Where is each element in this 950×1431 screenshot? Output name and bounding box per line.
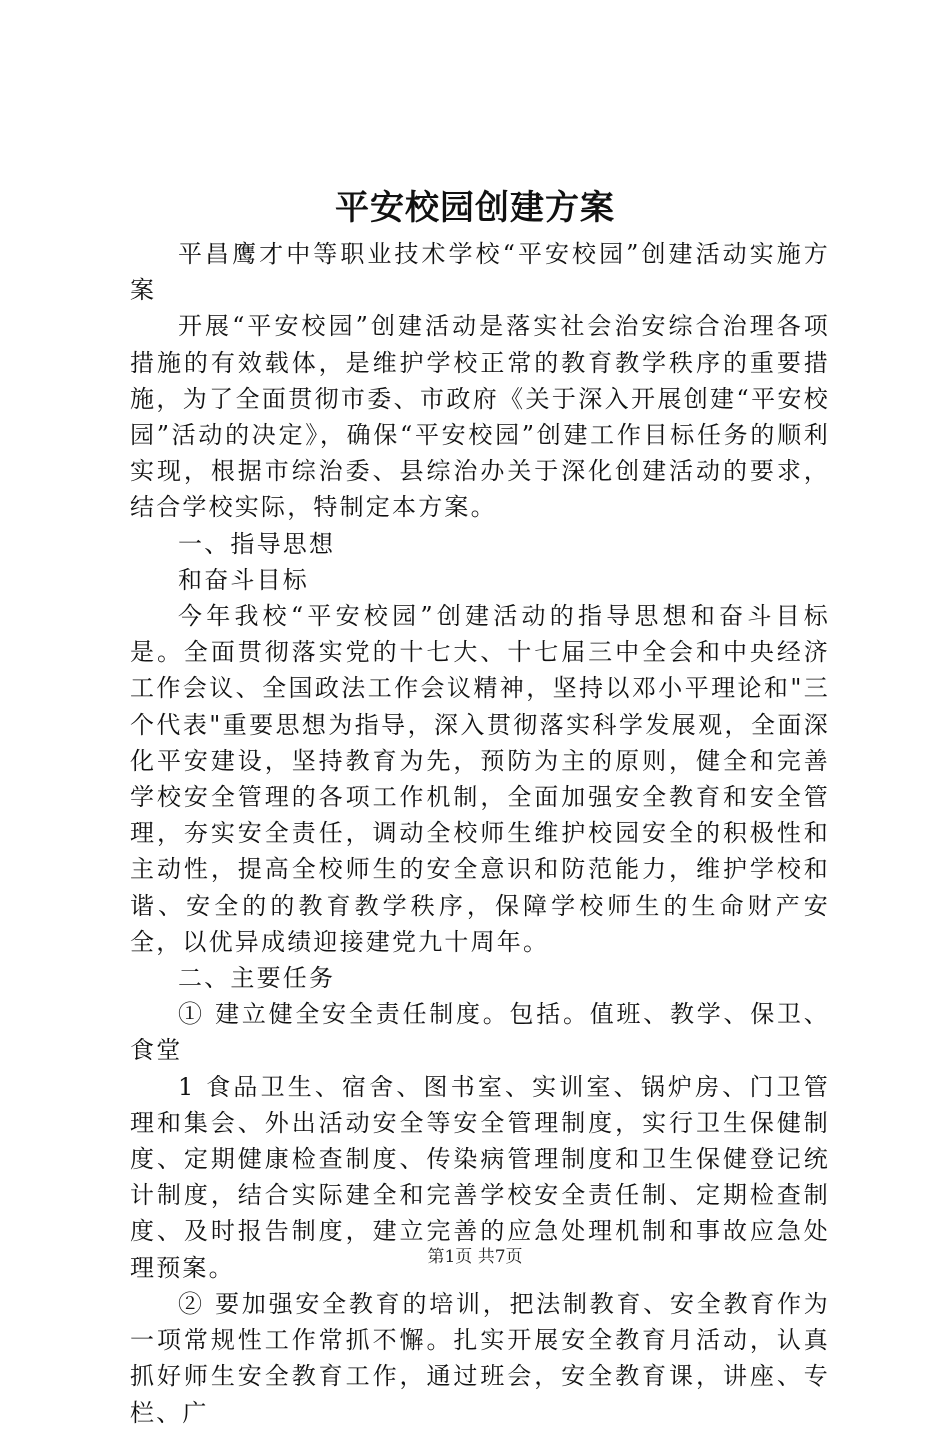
paragraph-guiding-thought: 今年我校“平安校园”创建活动的指导思想和奋斗目标是。全面贯彻落实党的十七大、十七届三中全会和中央经济工作会议、全国政法工作会议精神，坚持以邓小平理论和"三个代表"重要思想为指导，深入贯彻落实科学发展观，全面深化平安建设，坚持教育为先，预防为主的原则，健全和完善学校安全管理的各项工作机制，全面加强安全教育和安全管理，夯实安全责任，调动全校师生维护校园安全的积极性和主动性，提高全校师生的安全意识和防范能力，维护学校和谐、安全的的教育教学秩序，保障学校师生的生命财产安全，以优异成绩迎接建党九十周年。 [130,602,830,956]
section-heading-goal: 和奋斗目标 [178,565,309,594]
paragraph-school-plan: 平昌鹰才中等职业技术学校“平安校园”创建活动实施方案 [130,240,830,305]
paragraph-intro: 开展“平安校园”创建活动是落实社会治安综合治理各项措施的有效载体，是维护学校正常的教育教学秩序的重要措施，为了全面贯彻市委、市政府《关于深入开展创建“平安校园”活动的决定》，确保“平安校园”创建工作目标任务的顺利实现，根据市综治委、县综治办关于深化创建活动的要求，结合学校实际，特制定本方案。 [130,312,830,522]
page-footer: 第1页 共7页 [427,1247,523,1267]
document-title: 平安校园创建方案 [335,188,615,228]
section-heading-guiding-thought: 一、指导思想 [178,529,336,558]
paragraph-task-1-detail: 1 食品卫生、宿舍、图书室、实训室、锅炉房、门卫管理和集会、外出活动安全等安全管理制度，实行卫生保健制度、定期健康检查制度、传染病管理制度和卫生保健登记统计制度，结合实际建全和完善学校安全责任制、定期检查制度、及时报告制度，建立完善的应急处理机制和事故应急处理预案。 [130,1072,830,1282]
section-heading-main-tasks: 二、主要任务 [178,964,336,993]
paragraph-task-1: ① 建立健全安全责任制度。包括。值班、教学、保卫、食堂 [130,1000,830,1065]
paragraph-task-2: ② 要加强安全教育的培训，把法制教育、安全教育作为一项常规性工作常抓不懈。扎实开展安全教育月活动，认真抓好师生安全教育工作，通过班会，安全教育课，讲座、专栏、广 [130,1289,830,1427]
